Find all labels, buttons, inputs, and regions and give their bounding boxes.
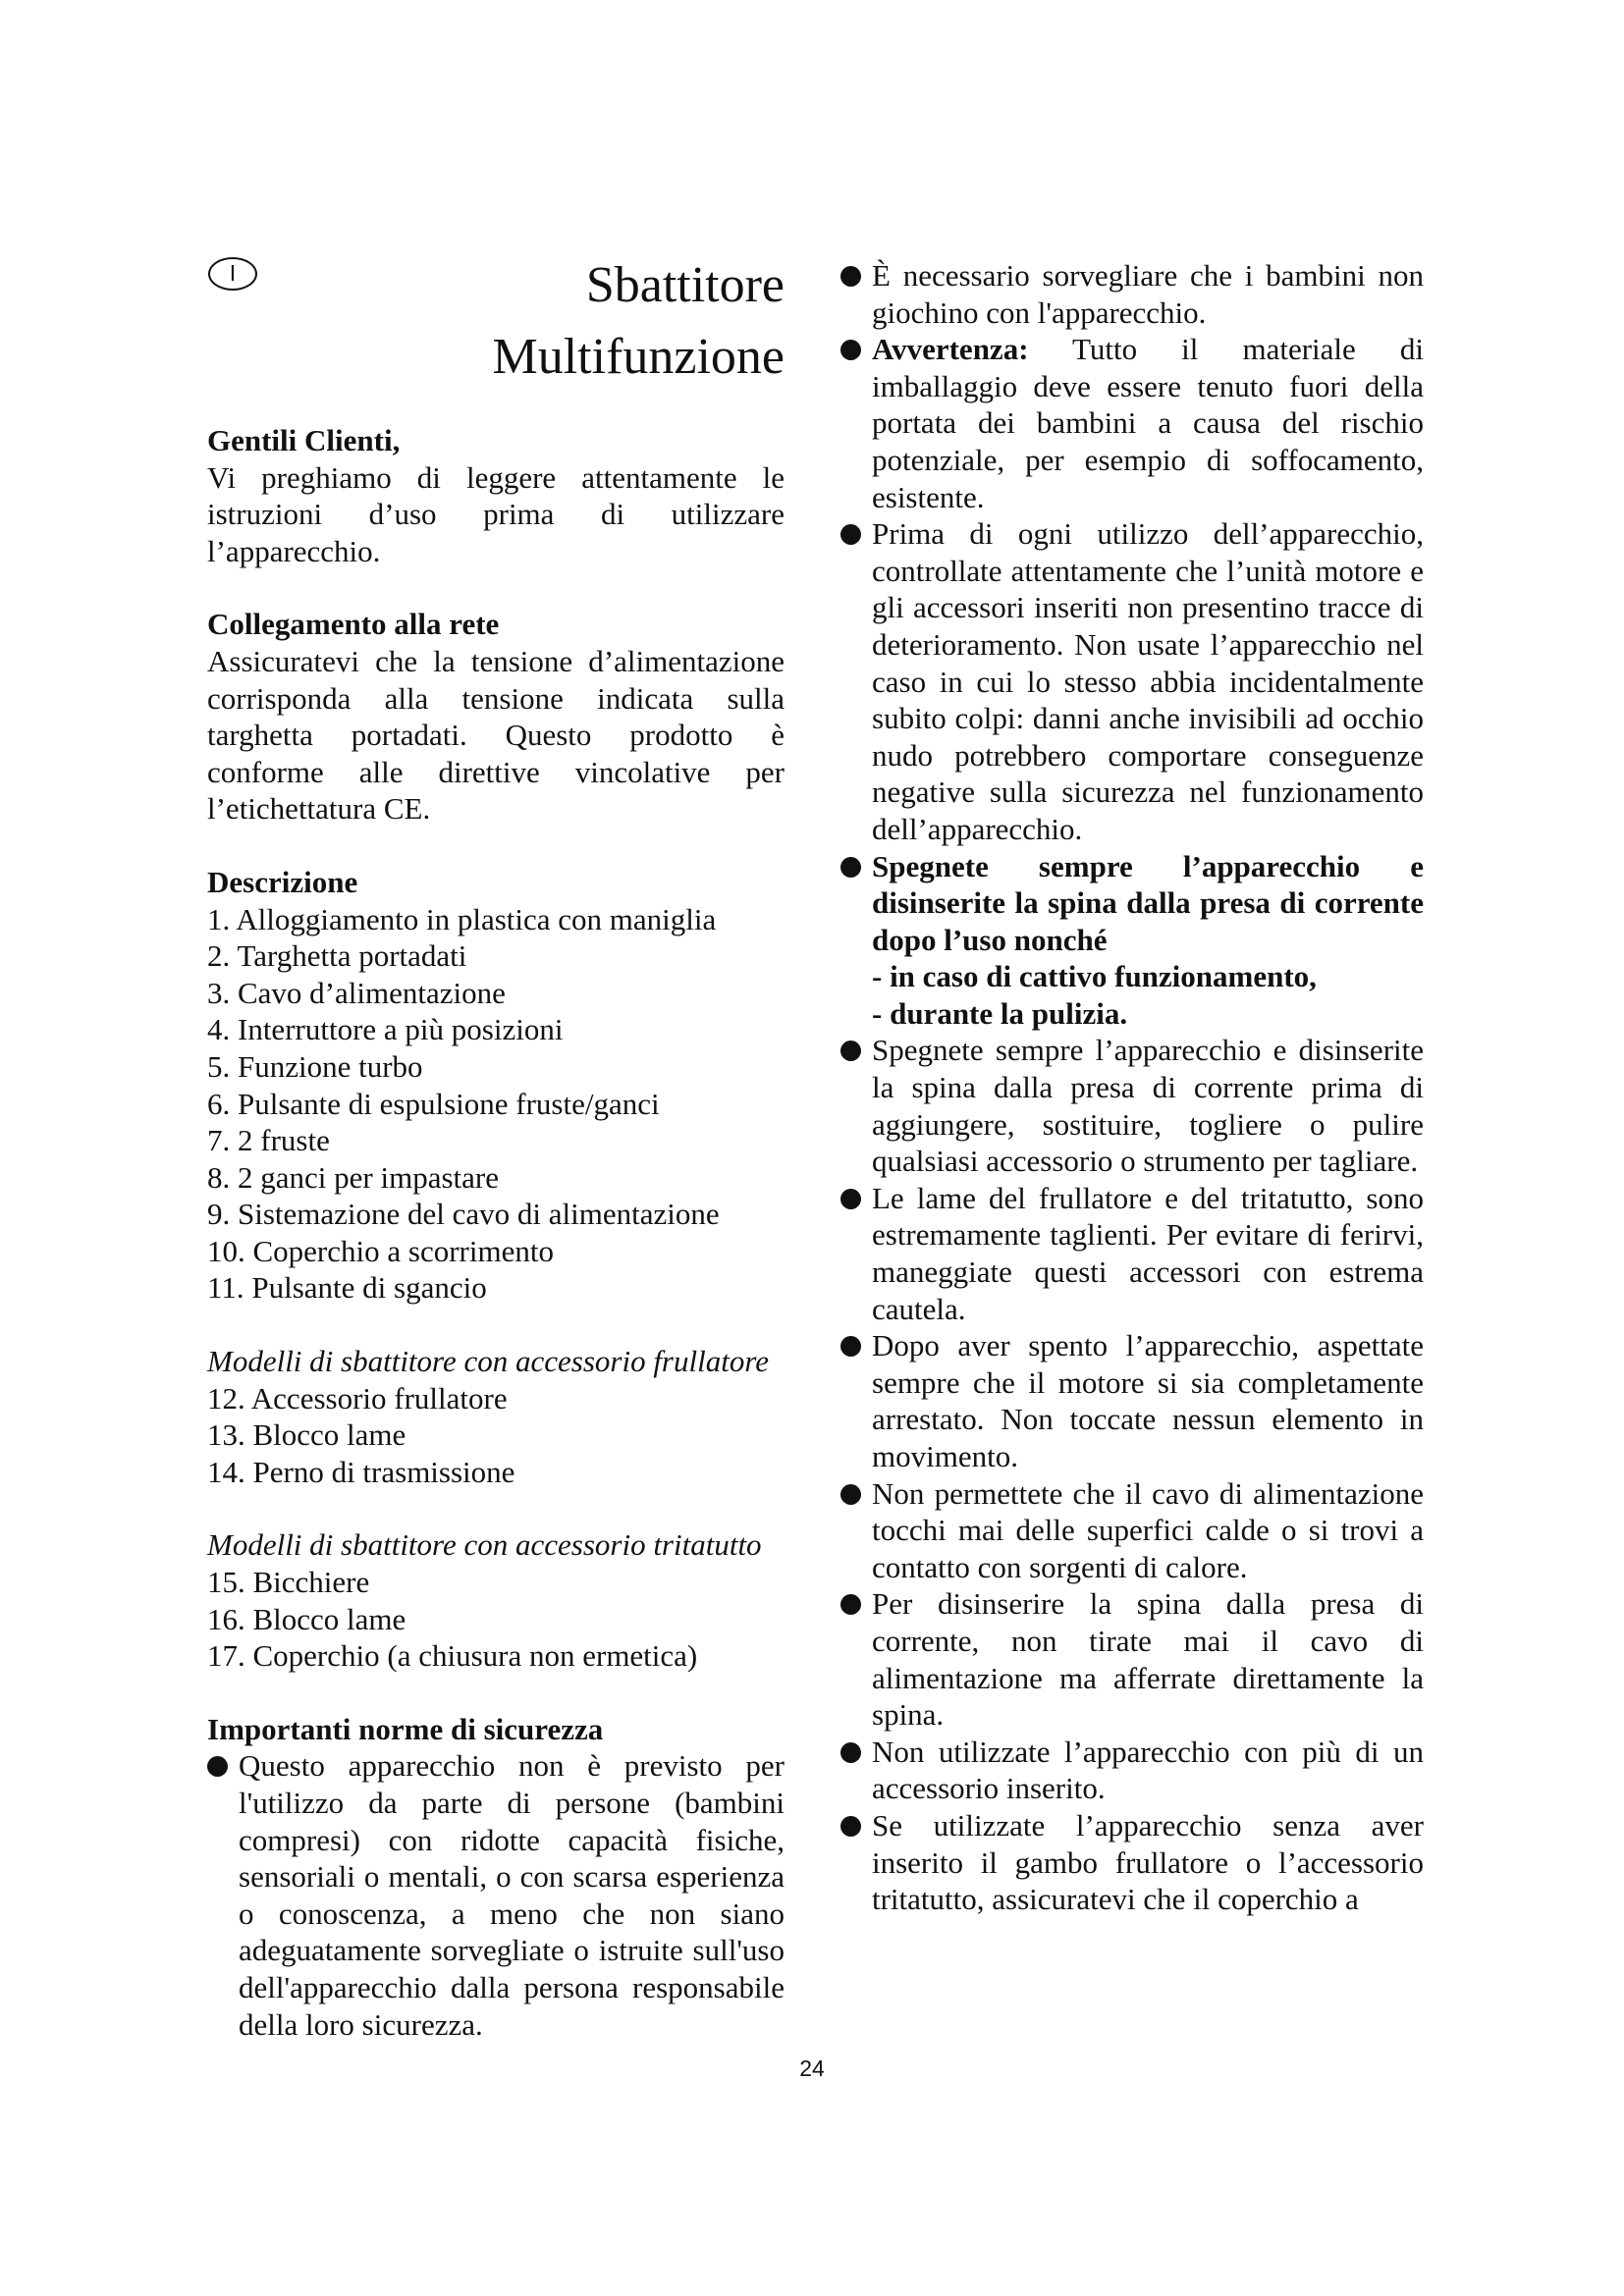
bullet-item (840, 848, 1424, 1033)
bullet-item (840, 1475, 1424, 1586)
bullet-item (840, 515, 1424, 847)
chopper-models-heading: Modelli di sbattitore con accessorio tritatutto (207, 1527, 762, 1563)
bullet-item (840, 257, 1424, 331)
bullet-text: Prima di ogni utilizzo dell’apparecchio, controllate attentamente che l’unità motore e gli accessori inseriti non presentino tracce di deterioramento. Non usate l’apparecchio nel caso in cui lo stesso abbia incidentalmente subito colpi: danni anche invisibili ad occhio nudo potrebbero comportare conseguenze negative sulla sicurezza nel funzionamento dell’apparecchio. (872, 516, 1424, 846)
list-item: 1. Alloggiamento in plastica con maniglia (207, 901, 717, 936)
intro-heading: Gentili Clienti, (207, 423, 401, 457)
description-heading: Descrizione (207, 864, 358, 899)
warning-text: Tutto il materiale di imballaggio deve essere tenuto fuori della portata dei bambini a causa del rischio potenziale, per esempio di soffocamento, esistente. (872, 332, 1424, 514)
bullet-text: Non permettete che il cavo di alimentazione tocchi mai delle superfici calde o si trovi a contatto con sorgenti di calore. (872, 1475, 1424, 1584)
safety-section (207, 1711, 785, 2043)
bullet-text: Questo apparecchio non è previsto per l'utilizzo da parte di persone (bambini compresi) con ridotte capacità fisiche, sensoriali o mentali, o con scarsa esperienza o conoscenza, a meno che non siano adeguatamente sorvegliate o istruite sull'uso dell'apparecchio dalla persona responsabile della loro sicurezza. (239, 1748, 785, 2042)
language-badge: I (208, 257, 257, 291)
connection-text: Assicuratevi che la tensione d’alimentazione corrisponda alla tensione indicata sulla targhetta portadati. Questo prodotto è conforme alle direttive vincolative per l’etichettatura CE. (207, 643, 785, 827)
bullet-icon (840, 1336, 861, 1357)
list-item: 9. Sistemazione del cavo di alimentazione (207, 1197, 720, 1232)
bullet-icon (840, 1742, 861, 1763)
page-header (207, 257, 785, 400)
bullet-icon (840, 857, 861, 878)
bullet-subitem: - durante la pulizia. (872, 995, 1128, 1031)
chopper-models-section (207, 1526, 785, 1674)
list-item: 10. Coperchio a scorrimento (207, 1233, 554, 1268)
list-item: 6. Pulsante di espulsione fruste/ganci (207, 1086, 660, 1121)
intro-text: Vi preghiamo di leggere attentamente le istruzioni d’uso prima di utilizzare l’apparecchio. (207, 459, 785, 568)
safety-heading: Importanti norme di sicurezza (207, 1711, 604, 1746)
bullet-icon (840, 524, 861, 545)
bullet-icon (840, 266, 861, 287)
list-item: 11. Pulsante di sgancio (207, 1270, 487, 1306)
bullet-item (207, 1747, 785, 2043)
bullet-icon (840, 1594, 861, 1615)
right-column (840, 257, 1424, 1918)
bullet-icon (840, 1484, 861, 1505)
bullet-text: Se utilizzate l’apparecchio senza aver inserito il gambo frullatore o l’accessorio tritatutto, assicuratevi che il coperchio a (872, 1807, 1424, 1917)
chopper-models-list (207, 1564, 785, 1675)
bullet-item (840, 1585, 1424, 1733)
description-list (207, 901, 785, 1308)
bullet-icon (840, 1041, 861, 1061)
bullet-text: Dopo aver spento l’apparecchio, aspettate sempre che il motore si sia completamente arrestato. Non toccate nessun elemento in movimento. (872, 1328, 1424, 1473)
safety-bullets-left (207, 1747, 785, 2043)
title-line-1: Sbattitore (585, 257, 785, 313)
list-item: 5. Funzione turbo (207, 1048, 423, 1084)
blender-models-section (207, 1343, 785, 1490)
bullet-icon (840, 1816, 861, 1837)
bullet-text: Spegnete sempre l’apparecchio e disinserite la spina dalla presa di corrente dopo l’uso nonché (872, 848, 1424, 957)
intro-section (207, 422, 785, 569)
bullet-item (840, 1734, 1424, 1807)
list-item: 14. Perno di trasmissione (207, 1454, 515, 1489)
list-item: 8. 2 ganci per impastare (207, 1159, 499, 1195)
blender-models-heading: Modelli di sbattitore con accessorio frullatore (207, 1344, 770, 1379)
page-number: 24 (799, 2056, 825, 2081)
list-item: 15. Bicchiere (207, 1565, 370, 1600)
list-item: 2. Targhetta portadati (207, 938, 467, 974)
bullet-icon (840, 1189, 861, 1209)
list-item: 13. Blocco lame (207, 1417, 406, 1453)
bullet-item (840, 331, 1424, 515)
bullet-icon (840, 340, 861, 360)
list-item: 3. Cavo d’alimentazione (207, 975, 506, 1010)
description-section (207, 864, 785, 1307)
safety-bullets-right (840, 257, 1424, 1918)
list-item: 12. Accessorio frullatore (207, 1380, 508, 1415)
connection-heading: Collegamento alla rete (207, 607, 500, 642)
connection-section (207, 606, 785, 828)
warning-label: Avvertenza: (872, 332, 1029, 367)
list-item: 4. Interruttore a più posizioni (207, 1012, 564, 1047)
bullet-text: Per disinserire la spina dalla presa di corrente, non tirate mai il cavo di alimentazione ma afferrate direttamente la spina. (872, 1586, 1424, 1733)
bullet-item (840, 1180, 1424, 1327)
blender-models-list (207, 1380, 785, 1491)
list-item: 7. 2 fruste (207, 1123, 330, 1158)
bullet-text: Non utilizzate l’apparecchio con più di un accessorio inserito. (872, 1734, 1424, 1806)
bullet-item (840, 1807, 1424, 1918)
bullet-subitem: - in caso di cattivo funzionamento, (872, 959, 1317, 994)
bullet-text: Spegnete sempre l’apparecchio e disinserite la spina dalla presa di corrente prima di aggiungere, sostituire, togliere o pulire qualsiasi accessorio o strumento per tagliare. (872, 1033, 1424, 1179)
bullet-icon (207, 1756, 228, 1777)
bullet-item (840, 1032, 1424, 1179)
page-title (492, 249, 785, 393)
title-line-2: Multifunzione (492, 329, 785, 385)
bullet-item (840, 1327, 1424, 1474)
list-item: 17. Coperchio (a chiusura non ermetica) (207, 1638, 698, 1674)
left-column (207, 257, 785, 2079)
bullet-text: È necessario sorvegliare che i bambini non giochino con l'apparecchio. (872, 258, 1424, 330)
bullet-text: Le lame del frullatore e del tritatutto, sono estremamente taglienti. Per evitare di ferirvi, maneggiate questi accessori con estrema cautela. (872, 1180, 1424, 1326)
list-item: 16. Blocco lame (207, 1601, 406, 1636)
